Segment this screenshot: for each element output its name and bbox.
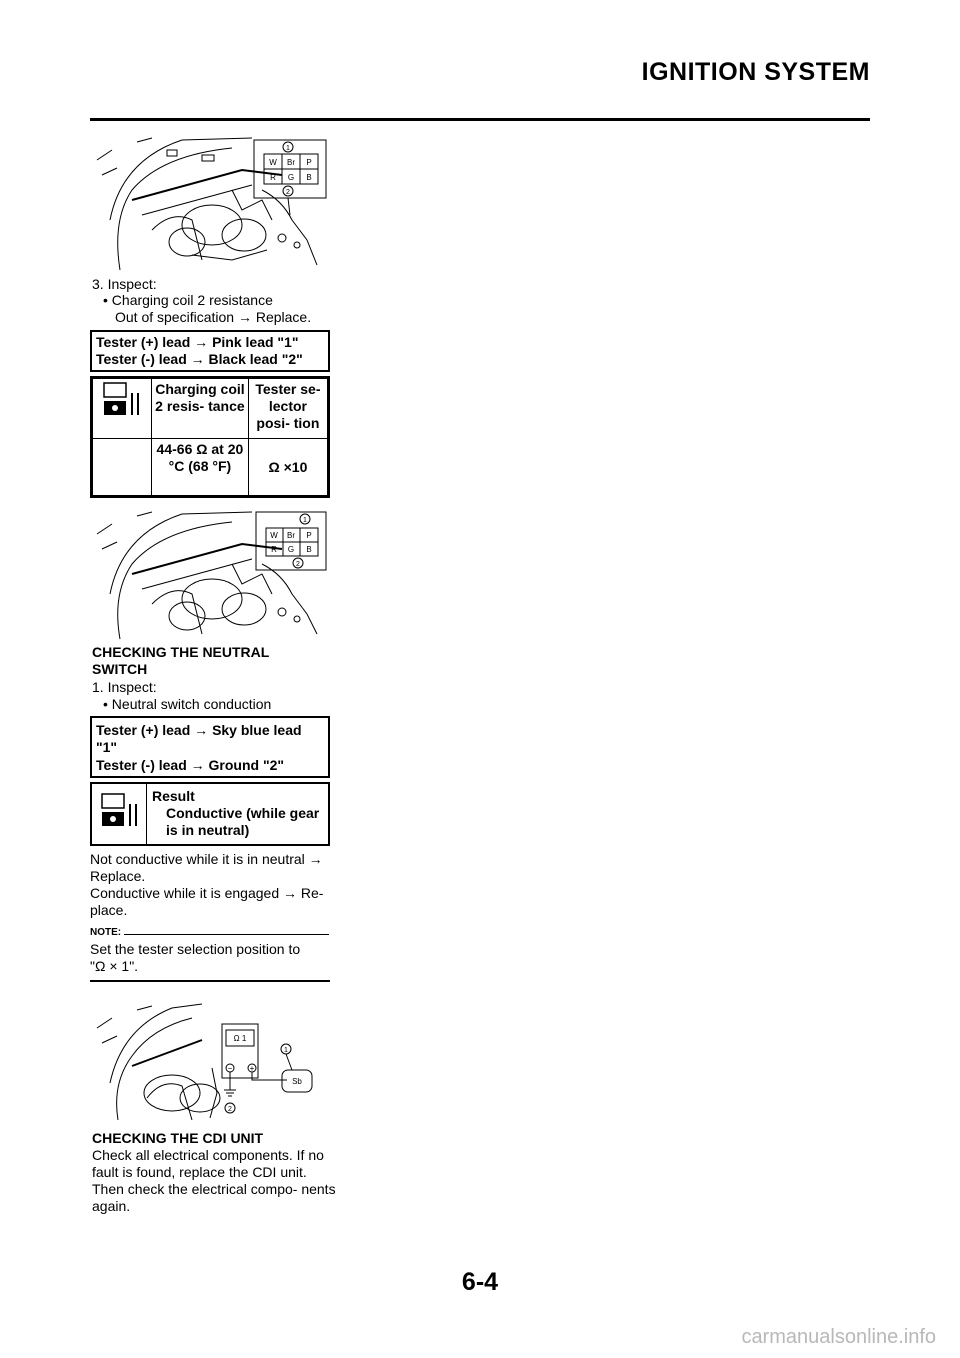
pin-b: B: [306, 545, 312, 554]
step-3-heading: 3. Inspect:: [92, 276, 157, 292]
page-title: IGNITION SYSTEM: [641, 58, 870, 86]
header-rule: [90, 118, 870, 121]
step-3-action: Replace.: [255, 309, 312, 325]
lead-label: Tester (+) lead: [96, 722, 191, 738]
page-number: 6-4: [461, 1268, 499, 1296]
multimeter-icon: [102, 381, 142, 417]
note-selector: × 1".: [109, 958, 139, 974]
watermark: carmanualsonline.info: [741, 1326, 936, 1348]
callout-2: 2: [286, 189, 290, 196]
connector-sb: Sb: [292, 1077, 302, 1086]
lead-value: Sky blue lead "1": [96, 722, 302, 755]
ohm-icon: Ω: [268, 458, 280, 475]
multimeter-icon-cell: [92, 784, 147, 844]
note-rule-bottom: [90, 980, 330, 982]
step-3-sub: [115, 309, 311, 326]
spec-value-condition: at 20 °C (68 °F): [168, 441, 244, 474]
arrow-icon: →: [194, 722, 209, 738]
lead-value: Pink lead "1": [212, 334, 299, 350]
lead-label: Tester (-) lead: [96, 351, 187, 367]
spec-table-1: [90, 376, 330, 498]
lead-label: Tester (+) lead: [96, 334, 191, 350]
tester-leads-box-2: [90, 716, 330, 778]
pin-g: G: [287, 545, 295, 554]
step-3-bullet: • Charging coil 2 resistance: [103, 292, 273, 308]
meter-label: Ω 1: [233, 1034, 247, 1043]
pin-g: G: [287, 173, 295, 182]
pin-w: W: [270, 531, 278, 540]
arrow-icon: →: [194, 334, 209, 350]
result-label: Result: [152, 788, 195, 804]
multimeter-icon: [100, 792, 140, 828]
conduct-paragraph: [90, 851, 335, 919]
note-quote: ": [90, 958, 95, 974]
note-line-2: [90, 958, 330, 975]
spec-header-selector: Tester se- lector posi- tion: [248, 379, 327, 439]
note-text: [90, 941, 330, 975]
result-value: Conductive (while gear is in neutral): [166, 805, 320, 838]
engine-illustration-1: [92, 130, 332, 270]
conduct-action-2: Re- place.: [90, 885, 324, 918]
callout-2: 2: [228, 1106, 232, 1113]
conduct-action-1: Replace.: [90, 868, 146, 884]
spec-empty-cell: [93, 439, 152, 496]
lead-line-1: [96, 722, 324, 756]
conduct-line-2: [90, 885, 335, 919]
lead-line-2: [96, 757, 324, 774]
arrow-icon: →: [283, 885, 298, 901]
neutral-bullet: • Neutral switch conduction: [103, 696, 272, 712]
section-title-cdi: CHECKING THE CDI UNIT: [92, 1130, 264, 1146]
neutral-step-1: 1. Inspect:: [92, 679, 157, 695]
minus-terminal: −: [227, 1064, 233, 1073]
note-line-1: Set the tester selection position to: [90, 941, 301, 957]
engine-illustration-2: [92, 504, 332, 639]
pin-p: P: [306, 531, 312, 540]
conduct-line-1: [90, 851, 335, 868]
section-title-neutral: CHECKING THE NEUTRAL SWITCH: [92, 644, 270, 677]
pin-r: R: [271, 545, 277, 554]
lead-line-2: [96, 351, 324, 368]
cdi-body: Check all electrical components. If no fault is found, replace the CDI unit. Then check the electrical compo- nents again.: [92, 1147, 336, 1214]
pin-p: P: [306, 158, 312, 167]
lead-label: Tester (-) lead: [96, 757, 187, 773]
selector-value: ×10: [283, 458, 308, 475]
ohm-icon: Ω: [94, 958, 106, 974]
step-3-sub-text: Out of specification: [115, 309, 235, 325]
lead-value: Black lead "2": [208, 351, 303, 367]
pin-w: W: [269, 158, 277, 167]
arrow-icon: →: [237, 309, 252, 325]
callout-1: 1: [286, 145, 290, 152]
arrow-icon: →: [308, 851, 323, 867]
lead-value: Ground "2": [208, 757, 285, 773]
spec-value-selector: [248, 439, 327, 496]
callout-1: 1: [303, 517, 307, 524]
note-label: NOTE:: [90, 927, 122, 938]
ohm-icon: Ω: [196, 441, 208, 457]
lead-line-1: [96, 334, 324, 351]
spec-value-range: 44-66: [156, 441, 193, 457]
tester-leads-box-1: [90, 330, 330, 372]
spec-header-resistance: Charging coil 2 resis- tance: [152, 379, 249, 439]
conduct-text: Not conductive while it is in neutral: [90, 851, 305, 867]
pin-br: Br: [287, 158, 295, 167]
callout-2: 2: [296, 561, 300, 568]
arrow-icon: →: [190, 351, 205, 367]
plus-terminal: +: [249, 1064, 255, 1073]
note-rule-top: [124, 934, 329, 935]
pin-b: B: [306, 173, 312, 182]
pin-r: R: [270, 173, 276, 182]
pin-br: Br: [287, 531, 295, 540]
callout-1: 1: [284, 1047, 288, 1054]
result-box: [90, 782, 330, 846]
conduct-text: Conductive while it is engaged: [90, 885, 280, 901]
spec-value-resistance: [152, 439, 249, 496]
arrow-icon: →: [190, 757, 205, 773]
engine-illustration-3: [92, 998, 332, 1123]
multimeter-icon-cell: [93, 379, 152, 439]
